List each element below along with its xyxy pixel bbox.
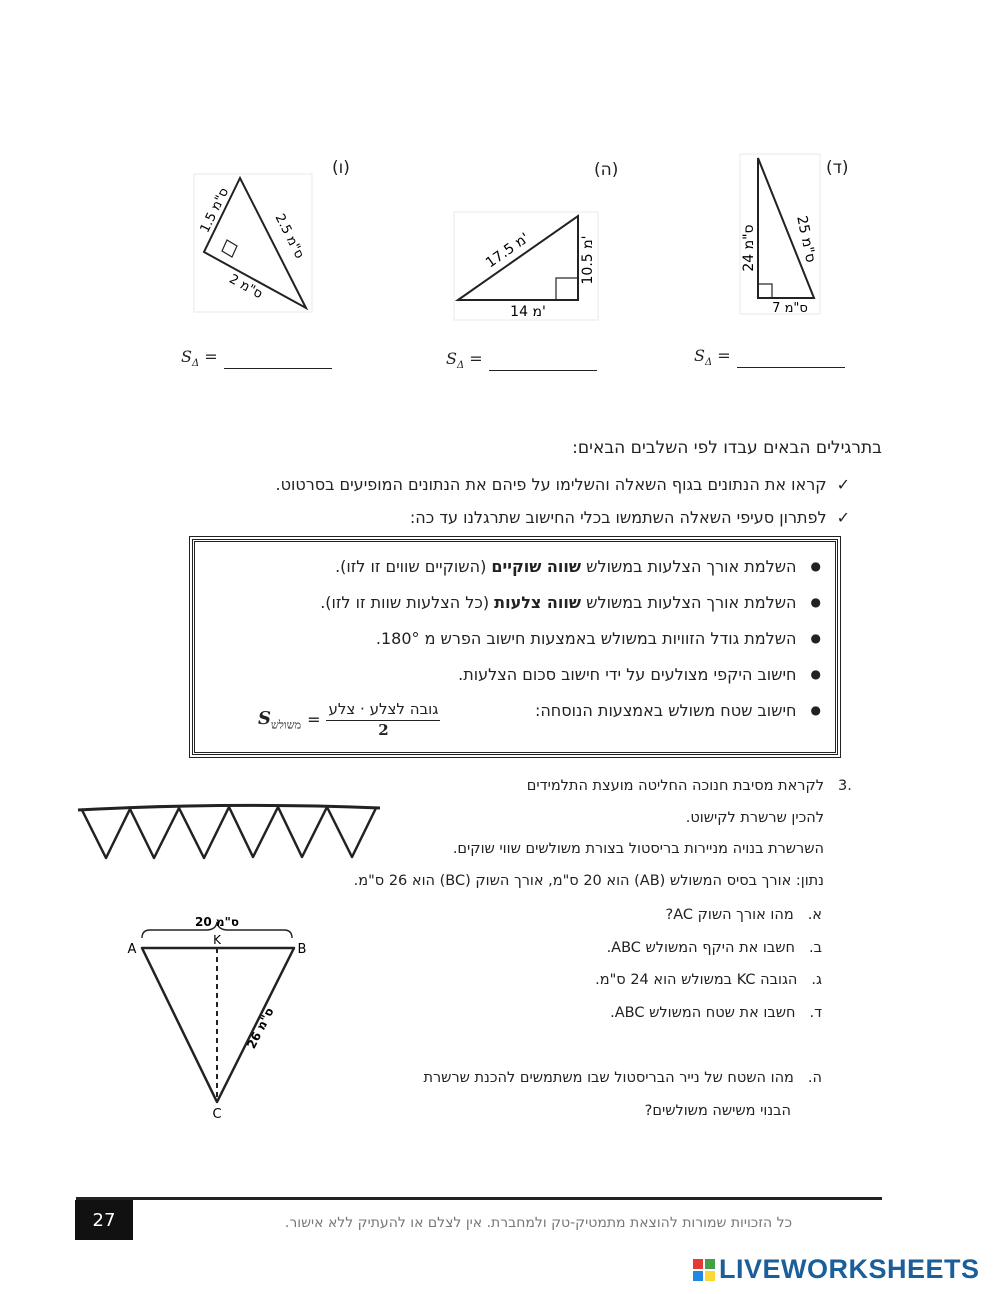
triangle-h-leg-label: 10.5 מ' xyxy=(580,235,596,285)
step-text: לפתרון סעיפי השאלה השתמשו בכלי החישוב שתרגלנו עד כה: xyxy=(409,508,827,527)
figure-label-h: (ה) xyxy=(594,160,619,180)
page-number: 27 xyxy=(92,1209,116,1231)
triangle-h-hypotenuse-label: 17.5 מ' xyxy=(483,230,533,272)
triangle-v-diagram xyxy=(192,172,314,314)
subquestion-c: ג. הגובה KC במשולש הוא 24 ס"מ. xyxy=(595,972,822,989)
answer-row-d xyxy=(694,346,845,368)
tool-item: ● חישוב היקפי מצולעים על ידי חישוב סכום הצלעות. xyxy=(458,664,821,684)
liveworksheets-logo[interactable] xyxy=(693,1254,980,1285)
instruction-step-1 xyxy=(276,475,850,494)
triangle-d-base-label: 7 ס"מ xyxy=(772,301,808,316)
tool-item: ● השלמת גודל הזוויות במשולש באמצעות חישוב הפרש מ 180°. xyxy=(375,628,821,648)
subquestion-a: א. מהו אורך השוק AC? xyxy=(665,907,822,924)
triangle-v-long-leg-label: 2 ס"מ xyxy=(226,271,265,303)
triangle-h-base-label: 14 מ' xyxy=(510,304,546,320)
subquestions xyxy=(423,899,822,1127)
triangle-h-diagram xyxy=(452,210,600,322)
step-text: קראו את הנתונים בגוף השאלה והשלימו על פיהם את הנתונים המופיעים בסרטוט. xyxy=(275,475,827,494)
triangle-abc-diagram xyxy=(120,910,320,1124)
vertex-a-label: A xyxy=(127,942,137,957)
answer-input-h[interactable] xyxy=(489,354,597,371)
formula-numerator: גובה לצלע · צלע xyxy=(326,700,440,721)
triangle-v-short-leg-label: 1.5 ס"מ xyxy=(197,185,233,236)
triangle-d-leg-label: 24 ס"מ xyxy=(741,224,757,272)
answer-symbol: $S_\Delta$ = xyxy=(446,349,483,372)
subquestion-b: ב. חשבו את היקף המשולש ABC. xyxy=(606,939,822,956)
check-icon: ✓ xyxy=(836,508,850,527)
side-length-label: 26 ס"מ xyxy=(244,1005,277,1051)
answer-row-h xyxy=(446,349,597,371)
page-number-box xyxy=(75,1200,133,1240)
triangle-v-hypotenuse-label: 2.5 ס"מ xyxy=(271,211,307,262)
tool-item: ● חישוב שטח משולש באמצעות הנוסחה: xyxy=(534,700,821,720)
answer-row-v xyxy=(181,347,332,369)
subquestion-d: ד. חשבו את שטח המשולש ABC. xyxy=(610,1004,822,1021)
tool-item: ● השלמת אורך הצלעות במשולש שווה שוקיים (השוקיים שווים זו לזו). xyxy=(335,556,821,576)
instruction-step-2 xyxy=(410,508,850,527)
answer-symbol: $S_\Delta$ = xyxy=(181,347,218,370)
figure-label-v: (ו) xyxy=(332,158,350,178)
footer-copyright: כל הזכויות שמורות להוצאת מתמטיק-טק ולמחברת. אין לצלם או להעתיק ללא אישור. xyxy=(284,1215,792,1231)
question3-text: לקראת מסיבת חנוכה החליטה מועצת התלמידים להכין שרשרת לקישוט. השרשרת בנויה מניירות בריסטול בצורת משולשים שווי שוקים. נתון: אורך בסיס המשולש (AB) הוא 20 ס"מ, אורך השוק (BC) הוא 26 ס"מ. xyxy=(353,778,824,889)
area-formula: $S_{משולש}$ = גובה לצלע · צלע 2 xyxy=(258,700,439,739)
brand-name: LIVEWORKSHEETS xyxy=(719,1254,980,1284)
bunting-illustration xyxy=(76,800,382,862)
tool-item: ● השלמת אורך הצלעות במשולש שווה צלעות (כל הצלעות שוות זו לזו). xyxy=(320,592,821,612)
triangle-d-diagram xyxy=(738,152,822,317)
liveworksheets-logo-icon xyxy=(693,1259,715,1281)
base-length-label: 20 ס"מ xyxy=(195,915,239,929)
formula-denominator: 2 xyxy=(378,721,389,739)
point-k-label: K xyxy=(213,933,221,947)
triangle-d-hypotenuse-label: 25 ס"מ xyxy=(793,214,819,264)
subquestion-e: ה. מהו השטח של נייר הבריסטול שבו משתמשים להכנת שרשרת xyxy=(423,1070,822,1087)
figure-label-d: (ד) xyxy=(826,158,849,178)
question-number: 3. xyxy=(838,778,852,794)
vertex-c-label: C xyxy=(212,1107,222,1122)
answer-input-d[interactable] xyxy=(737,351,845,368)
check-icon: ✓ xyxy=(836,475,850,494)
answer-input-v[interactable] xyxy=(224,352,332,369)
answer-symbol: $S_\Delta$ = xyxy=(694,346,731,369)
vertex-b-label: B xyxy=(297,942,307,957)
instructions-intro: בתרגילים הבאים עבדו לפי השלבים הבאים: xyxy=(572,438,882,458)
footer-rule xyxy=(76,1197,882,1200)
subquestion-e-cont: הבנוי משישה משולשים? xyxy=(644,1102,791,1119)
